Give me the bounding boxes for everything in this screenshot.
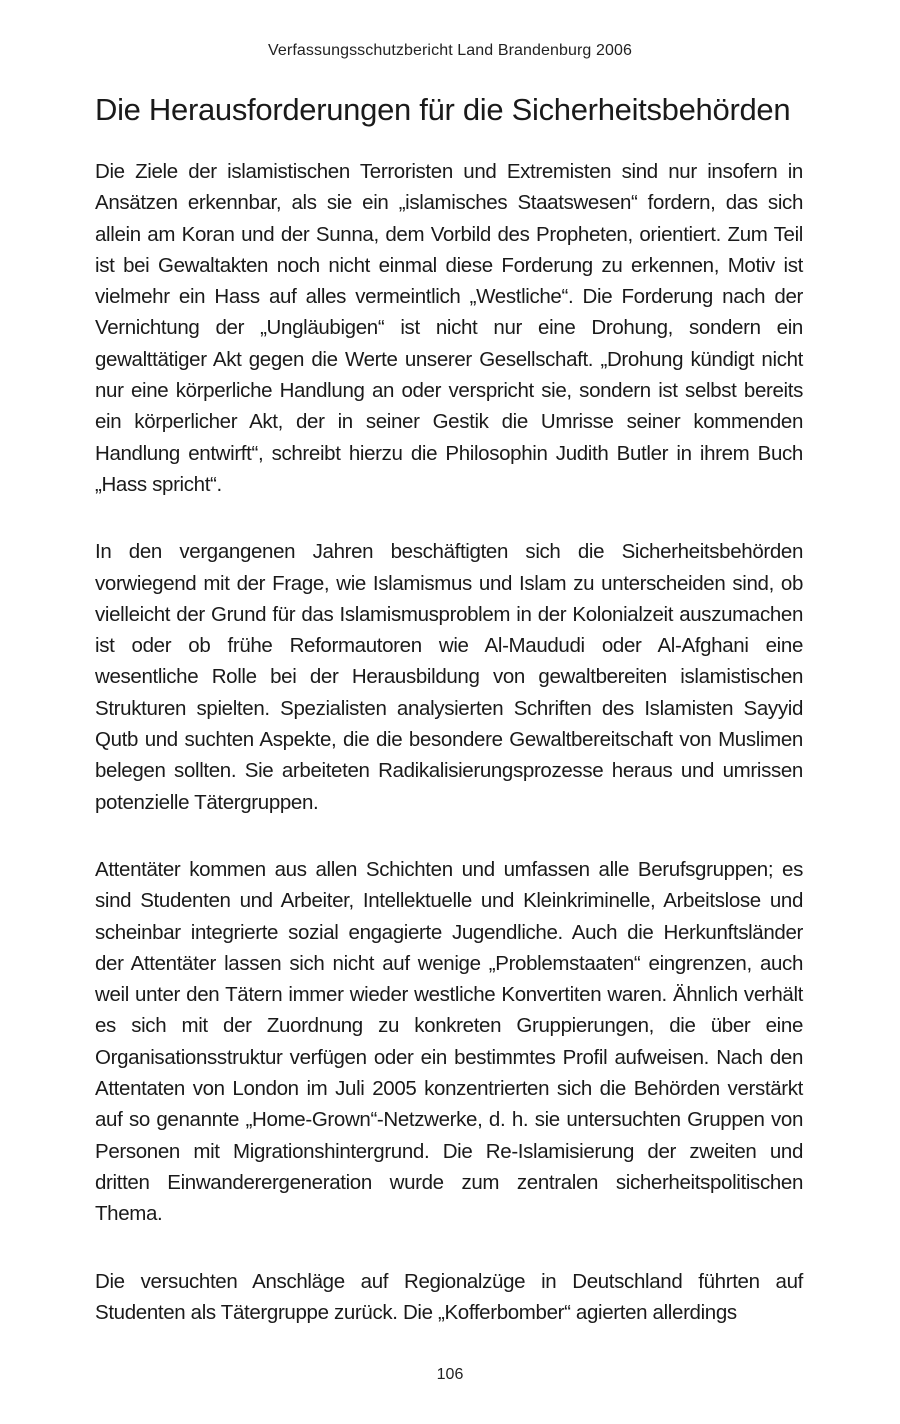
page-title: Die Herausforderungen für die Sicherheitsbehörden — [95, 92, 791, 127]
page-number: 106 — [436, 1366, 464, 1383]
body-text — [95, 156, 803, 1328]
paragraph-3: Attentäter kommen aus allen Schichten und umfassen alle Berufsgruppen; es sind Studenten und Arbeiter, Intellektuelle und Kleinkriminelle, Arbeitslose und scheinbar integrierte sozial engagierte Jugendliche. Auch die Herkunftsländer der Attentäter lassen sich nicht auf wenige „Problemstaaten“ eingrenzen, auch weil unter den Tätern immer wieder westliche Konvertiten waren. Ähnlich verhält es sich mit der Zuordnung zu konkreten Gruppierungen, die über eine Organisationsstruktur verfügen oder ein bestimmtes Profil aufweisen. Nach den Attentaten von London im Juli 2005 konzentrierten sich die Behörden verstärkt auf so genannte „Home-Grown“-Netzwerke, d. h. sie untersuchten Gruppen von Personen mit Migrationshintergrund. Die Re-Islamisierung der zweiten und dritten Einwanderergeneration wurde zum zentralen sicherheitspolitischen Thema. — [95, 857, 803, 1226]
paragraph-1: Die Ziele der islamistischen Terroristen und Extremisten sind nur insofern in Ansätzen erkennbar, als sie ein „islamisches Staatswesen“ fordern, das sich allein am Koran und der Sunna, dem Vorbild des Propheten, orientiert. Zum Teil ist bei Gewaltakten noch nicht einmal diese Forderung zu erkennen, Motiv ist vielmehr ein Hass auf alles vermeintlich „Westliche“. Die Forderung nach der Vernichtung der „Ungläubigen“ ist nicht nur eine Drohung, sondern ein gewalttätiger Akt gegen die Werte unserer Gesellschaft. „Drohung kündigt nicht nur eine körperliche Handlung an oder verspricht sie, sondern ist selbst bereits ein körperlicher Akt, der in seiner Gestik die Umrisse seiner kommenden Handlung entwirft“, schreibt hierzu die Philosophin Judith Butler in ihrem Buch „Hass spricht“. — [95, 160, 803, 496]
paragraph-4: Die versuchten Anschläge auf Regionalzüge in Deutschland führten auf Studenten als Tätergruppe zurück. Die „Kofferbomber“ agierten allerdings — [95, 1269, 803, 1324]
running-header: Verfassungsschutzbericht Land Brandenburg 2006 — [268, 42, 632, 59]
paragraph-2: In den vergangenen Jahren beschäftigten sich die Sicherheitsbehörden vorwiegend mit der Frage, wie Islamismus und Islam zu unterscheiden sind, ob vielleicht der Grund für das Islamismusproblem in der Kolonialzeit auszumachen ist oder ob frühe Reformautoren wie Al-Maududi oder Al-Afghani eine wesentliche Rolle bei der Herausbildung von gewaltbereiten islamistischen Strukturen spielten. Spezialisten analysierten Schriften des Islamisten Sayyid Qutb und suchten Aspekte, die die besondere Gewaltbereitschaft von Muslimen belegen sollten. Sie arbeiteten Radikalisierungsprozesse heraus und umrissen potenzielle Tätergruppen. — [95, 540, 803, 814]
